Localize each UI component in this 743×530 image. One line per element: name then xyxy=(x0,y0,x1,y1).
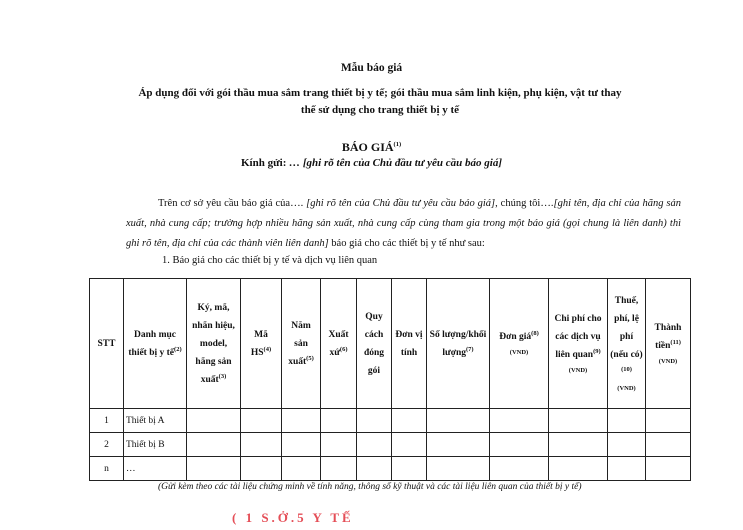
column-header-label: Thành tiền xyxy=(654,322,682,351)
column-header-unit: (VND) xyxy=(617,384,636,392)
column-header xyxy=(187,279,241,409)
table-cell xyxy=(646,433,691,457)
table-cell xyxy=(549,433,608,457)
table-cell xyxy=(392,409,427,433)
intro-part-5: báo giá cho các thiết bị y tế như sau: xyxy=(328,238,485,249)
column-header xyxy=(608,279,646,409)
column-header-label: Đơn giá xyxy=(499,331,532,342)
column-header-unit: (VND) xyxy=(658,357,678,365)
form-title: Mẫu báo giá xyxy=(340,62,403,74)
column-header-note: (11) xyxy=(670,338,681,346)
table-cell xyxy=(282,409,321,433)
report-title-note: (1) xyxy=(393,141,402,148)
report-title xyxy=(0,140,743,155)
column-header-note: (5) xyxy=(306,354,314,362)
table-cell xyxy=(282,457,321,481)
column-header xyxy=(427,279,490,409)
column-header-label: Số lượng/khối lượng xyxy=(429,329,487,358)
table-cell xyxy=(321,409,357,433)
table-cell xyxy=(392,457,427,481)
table-cell xyxy=(241,433,282,457)
table-cell xyxy=(187,457,241,481)
table-cell: … xyxy=(124,457,187,481)
recipient-line xyxy=(0,157,743,169)
column-header-note: (9) xyxy=(593,347,601,355)
table-header-row xyxy=(90,279,691,409)
column-header-label: Thuế, phí, lệ phí (nếu có) xyxy=(610,295,643,360)
table-cell xyxy=(490,409,549,433)
column-header xyxy=(241,279,282,409)
column-header-note: (4) xyxy=(263,345,272,353)
table-row xyxy=(90,433,691,457)
table-row xyxy=(90,409,691,433)
intro-part-1: Trên cơ sở yêu cầu báo giá của…. xyxy=(158,198,307,209)
table-cell xyxy=(608,409,646,433)
column-header-label: Ký, mã, nhãn hiệu, model, hãng sản xuất xyxy=(192,302,235,385)
intro-part-3: , chúng tôi…. xyxy=(495,198,554,209)
intro-part-4: [ghi tên, địa chỉ của hãng sản xuất, nhà cung cấp; trường hợp nhiều hãng sản xuất, nhà cung cấp cùng tham gia trong một báo giá (gọi chung là liên danh) thì ghi rõ tên, địa chỉ của các thành viên liên danh] xyxy=(126,198,681,249)
table-cell xyxy=(646,409,691,433)
column-header-label: Xuất xứ xyxy=(328,329,349,358)
column-header-unit: (VND) xyxy=(568,366,588,374)
column-header xyxy=(392,279,427,409)
table-cell: Thiết bị B xyxy=(124,433,187,457)
table-cell xyxy=(392,433,427,457)
column-header xyxy=(549,279,608,409)
column-header-label: Chi phí cho các dịch vụ liên quan xyxy=(554,313,602,360)
table-row xyxy=(90,457,691,481)
table-cell xyxy=(241,457,282,481)
column-header-note: (2) xyxy=(174,345,182,353)
apply-line: Áp dụng đối với gói thầu mua sắm trang thiết bị y tế; gói thầu mua sắm linh kiện, phụ kiện, vật tư thay thế sử dụng cho trang thiết bị y tế xyxy=(138,87,622,116)
table-cell xyxy=(282,433,321,457)
recipient-label: Kính gửi: xyxy=(240,157,287,169)
column-header-note: (3) xyxy=(218,372,227,380)
table-cell xyxy=(549,409,608,433)
column-header-note: (7) xyxy=(466,345,474,353)
column-header-label: Quy cách đóng gói xyxy=(363,311,385,376)
table-cell xyxy=(357,457,392,481)
table-cell xyxy=(357,409,392,433)
column-header-label: STT xyxy=(97,338,116,349)
quotation-table xyxy=(89,278,691,481)
table-cell xyxy=(427,409,490,433)
column-header-note: (10) xyxy=(621,365,632,373)
table-cell xyxy=(187,433,241,457)
table-cell xyxy=(427,457,490,481)
column-header-label: Đơn vị tính xyxy=(395,329,423,358)
table-cell xyxy=(321,457,357,481)
table-cell xyxy=(608,457,646,481)
table-body xyxy=(90,409,691,481)
column-header xyxy=(646,279,691,409)
column-header xyxy=(124,279,187,409)
column-header-label: Mã HS xyxy=(250,329,268,358)
recipient-value: … [ghi rõ tên của Chủ đầu tư yêu cầu báo giá] xyxy=(289,157,503,169)
table-cell xyxy=(608,433,646,457)
table-cell: Thiết bị A xyxy=(124,409,187,433)
column-header xyxy=(321,279,357,409)
column-header-label: Danh mục thiết bị y tế xyxy=(128,329,176,358)
table-cell xyxy=(490,457,549,481)
column-header xyxy=(490,279,549,409)
report-title-text: BÁO GIÁ xyxy=(341,140,394,154)
table-cell xyxy=(321,433,357,457)
section-heading-1: 1. Báo giá cho các thiết bị y tế và dịch vụ liên quan xyxy=(162,255,378,266)
table-cell xyxy=(646,457,691,481)
table-cell: 2 xyxy=(90,433,124,457)
intro-part-2: [ghi rõ tên của Chủ đầu tư yêu cầu báo giá] xyxy=(306,198,496,209)
red-stamp-mark: ( 1 S.Ở.5 Y TẾ xyxy=(232,510,354,525)
table-cell xyxy=(357,433,392,457)
table-cell xyxy=(241,409,282,433)
column-header-note: (8) xyxy=(531,329,539,337)
table-cell xyxy=(427,433,490,457)
column-header-note: (6) xyxy=(339,345,348,353)
table-cell xyxy=(187,409,241,433)
column-header xyxy=(357,279,392,409)
table-cell xyxy=(549,457,608,481)
column-header-unit: (VND) xyxy=(509,348,529,356)
column-header-label: Năm sản xuất xyxy=(288,320,311,367)
intro-paragraph xyxy=(126,194,681,254)
column-header xyxy=(90,279,124,409)
column-header xyxy=(282,279,321,409)
table-cell: n xyxy=(90,457,124,481)
table-cell: 1 xyxy=(90,409,124,433)
table-cell xyxy=(490,433,549,457)
attachment-footnote: (Gửi kèm theo các tài liệu chứng minh về tính năng, thông số kỹ thuật và các tài liệu liên quan của thiết bị y tế) xyxy=(158,482,582,492)
